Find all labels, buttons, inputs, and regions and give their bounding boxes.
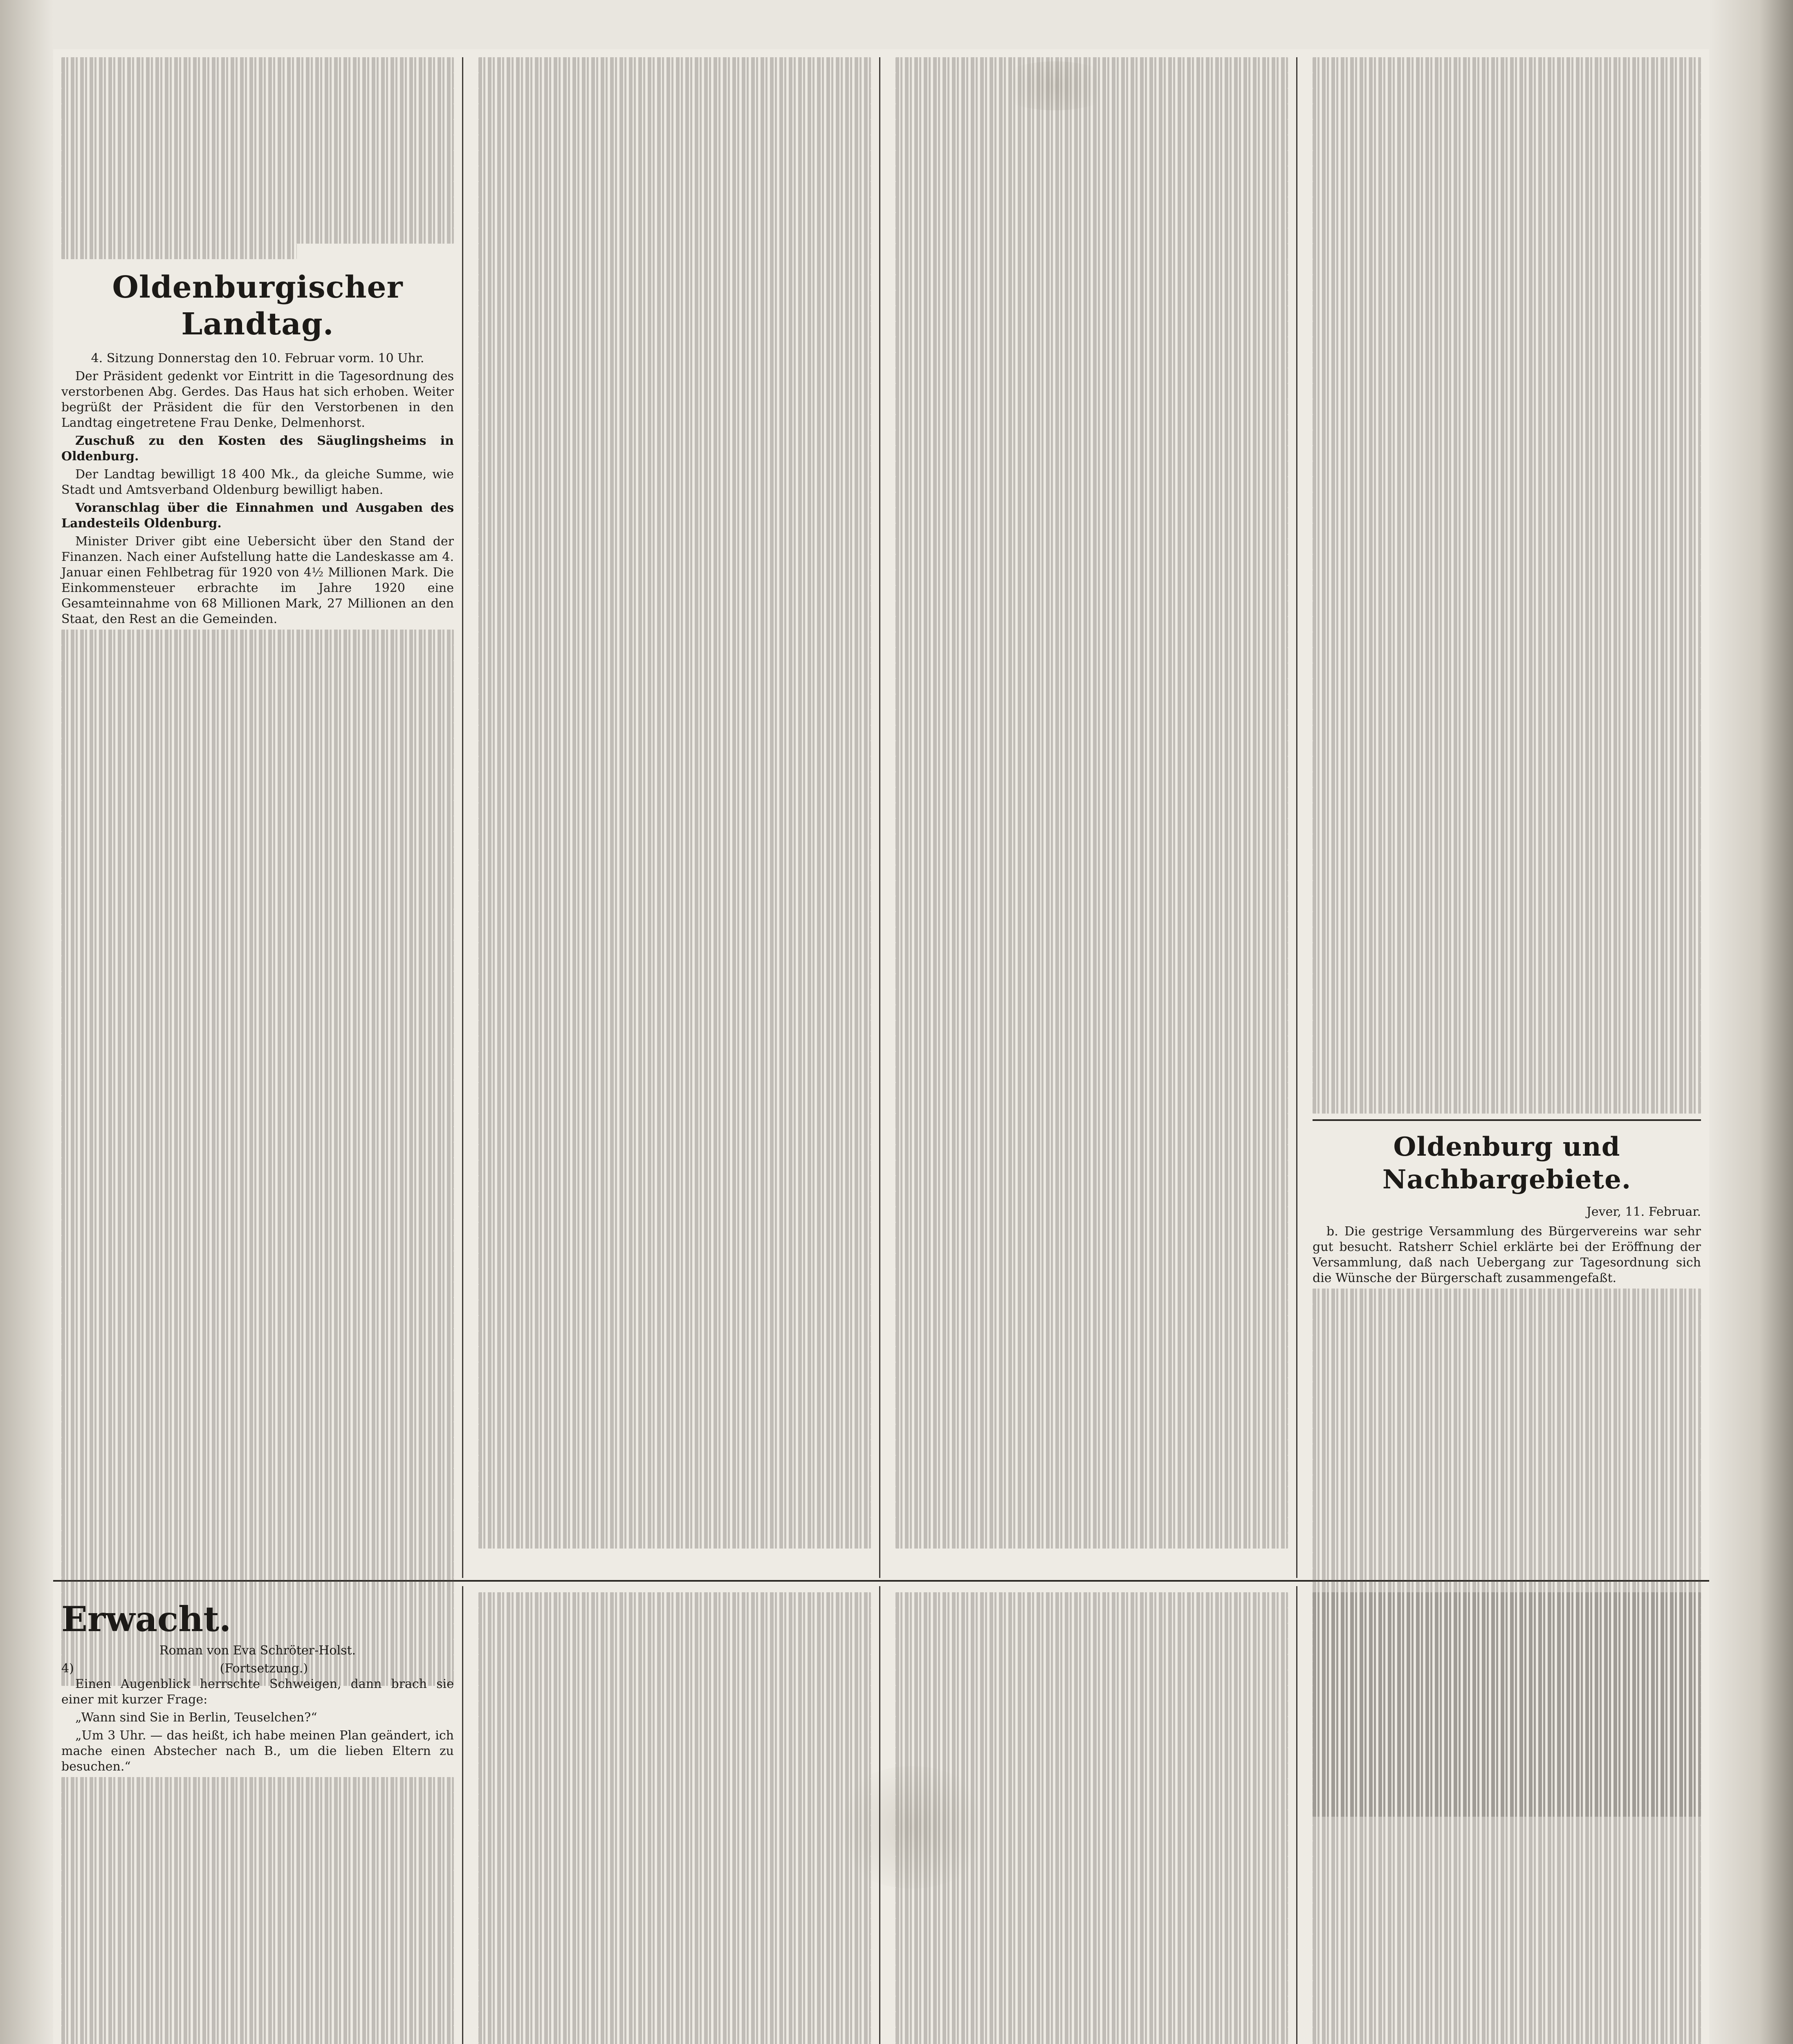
landtag-subhead: Zuschuß zu den Kosten des Säuglingsheims in Oldenburg.	[61, 434, 454, 464]
landtag-paragraph: Der Landtag bewilligt 18 400 Mk., da gleiche Summe, wie Stadt und Amtsverband Oldenburg bewilligt haben.	[61, 467, 454, 497]
serial-meta	[61, 1661, 454, 1676]
column-2	[478, 57, 871, 1549]
serial-headline: Erwacht.	[61, 1599, 231, 1639]
serial-column-2	[478, 1592, 871, 2044]
serial-byline: Roman von Eva Schröter-Holst.	[159, 1643, 356, 1658]
text-block	[1313, 1592, 1701, 2044]
column-1	[61, 57, 454, 1686]
landtag-subhead: Voranschlag über die Einnahmen und Ausgaben des Landesteils Oldenburg.	[61, 501, 454, 531]
paper-smudge	[994, 61, 1116, 110]
serial-continued-label: (Fortsetzung.)	[220, 1661, 308, 1676]
serial-column-4	[1313, 1592, 1701, 2044]
oldenburg-dateline: Jever, 11. Februar.	[1586, 1205, 1701, 1219]
column-3	[895, 57, 1288, 1549]
article-divider	[1313, 1119, 1701, 1121]
paper-smudge	[830, 1766, 994, 1889]
landtag-paragraph: Der Präsident gedenkt vor Eintritt in die Tagesordnung des verstorbenen Abg. Gerdes. Das Haus hat sich erhoben. Weiter begrüßt der Präsident die für den Verstorbenen in den Landtag eingetretene Frau Denke, Delmenhorst.	[61, 369, 454, 430]
text-block	[895, 57, 1288, 1549]
text-block	[478, 57, 871, 1549]
text-block	[61, 630, 454, 1686]
column-rule	[1296, 57, 1297, 1578]
page-binding-shadow	[0, 0, 53, 2044]
serial-paragraph: „Um 3 Uhr. — das heißt, ich habe meinen Plan geändert, ich mache einen Abstecher nach B., um die lieben Eltern zu besuchen.“	[61, 1728, 454, 1774]
column-rule	[462, 57, 463, 1578]
text-block	[478, 1592, 871, 2044]
column-rule	[462, 1586, 463, 2044]
text-block	[61, 57, 454, 259]
column-rule	[1296, 1586, 1297, 2044]
page-edge-shadow	[1709, 0, 1793, 2044]
oldenburg-headline: Oldenburg und Nachbargebiete.	[1382, 1132, 1631, 1195]
text-block	[61, 1777, 454, 2044]
oldenburg-paragraph: b. Die gestrige Versammlung des Bürgervereins war sehr gut besucht. Ratsherr Schiel erklärte bei der Eröffnung der Versammlung, daß nach Uebergang zur Tagesordnung sich die Wünsche der Bürgerschaft zusammengefaßt.	[1313, 1224, 1701, 1285]
newspaper-page	[53, 49, 1709, 2044]
serial-column-1	[61, 1592, 454, 2044]
landtag-session-line: 4. Sitzung Donnerstag den 10. Februar vorm. 10 Uhr.	[91, 351, 424, 365]
landtag-paragraph: Minister Driver gibt eine Uebersicht über den Stand der Finanzen. Nach einer Aufstellung hatte die Landeskasse am 4. Januar einen Fehlbetrag für 1920 von 4½ Millionen Mark. Die Einkommensteuer erbrachte im Jahre 1920 eine Gesamteinnahme von 68 Millionen Mark, 27 Millionen an den Staat, den Rest an die Gemeinden.	[61, 534, 454, 626]
landtag-headline: Oldenburgischer Landtag.	[112, 270, 403, 342]
column-4	[1313, 57, 1701, 1817]
serial-chapter-number: 4)	[61, 1661, 74, 1676]
serial-paragraph: Einen Augenblick herrschte Schweigen, dann brach sie einer mit kurzer Frage:	[61, 1677, 454, 1707]
text-block	[1313, 57, 1701, 1114]
column-rule	[879, 57, 880, 1578]
serial-paragraph: „Wann sind Sie in Berlin, Teuselchen?“	[75, 1710, 317, 1725]
